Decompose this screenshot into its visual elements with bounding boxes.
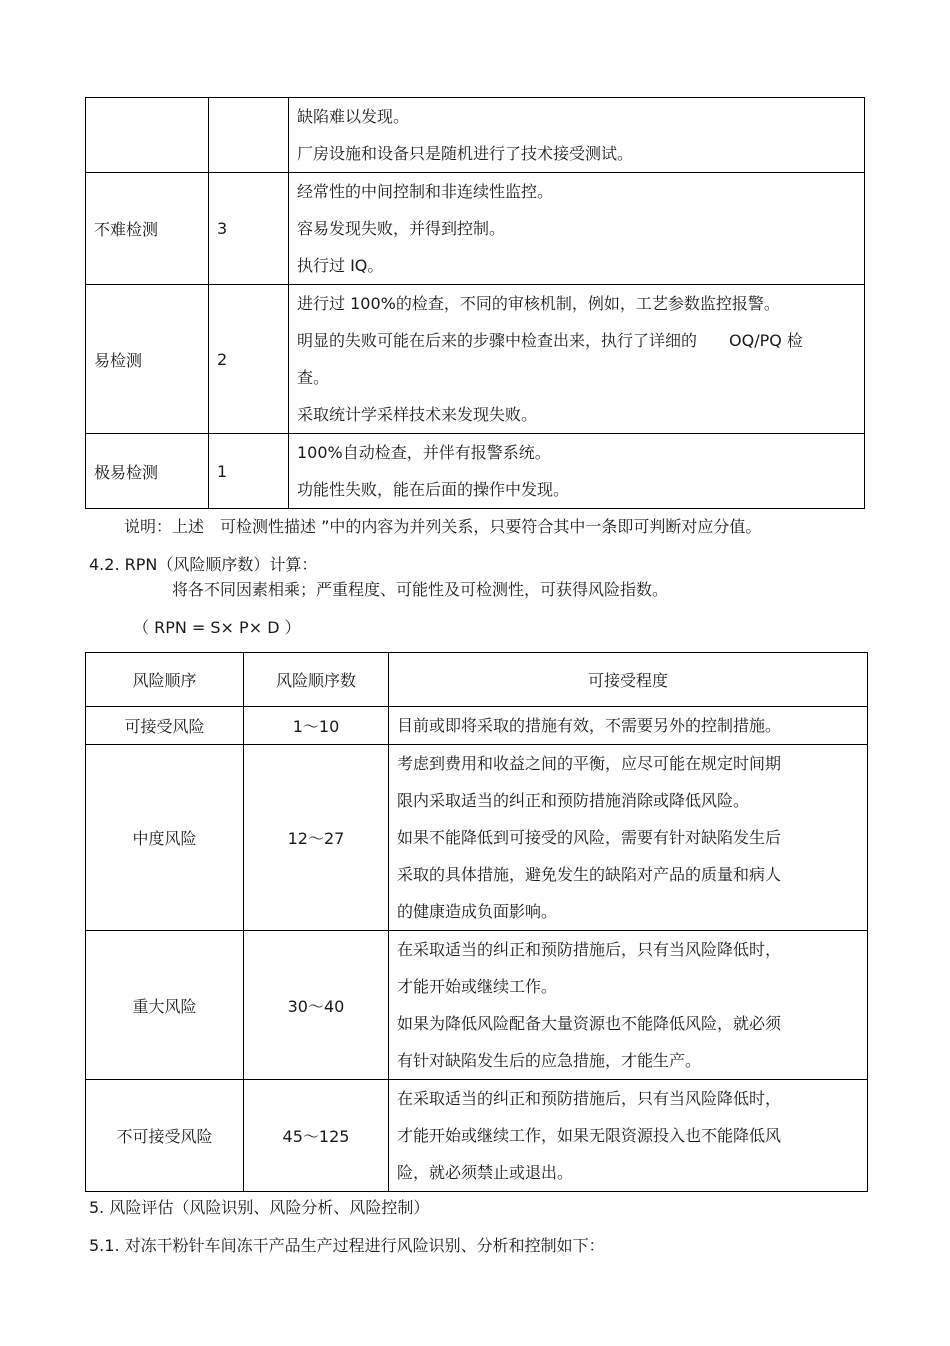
table-header-row [86, 653, 868, 707]
level-cell: 极易检测 [86, 434, 209, 509]
score-cell [209, 98, 289, 173]
description-line: 采取的具体措施，避免发生的缺陷对产品的质量和病人 [397, 865, 782, 884]
rpn-range-cell: 45～125 [244, 1080, 389, 1192]
description-line: 100%自动检查，并伴有报警系统。 [297, 443, 551, 462]
description-line: 进行过 100%的检查，不同的审核机制，例如，工艺参数监控报警。 [297, 294, 780, 313]
description-line: 如果为降低风险配备大量资源也不能降低风险，就必须 [397, 1014, 782, 1033]
description-line: 如果不能降低到可接受的风险，需要有针对缺陷发生后 [397, 828, 782, 847]
acceptability-cell [389, 745, 868, 931]
detectability-table [85, 97, 865, 509]
description-line: 才能开始或继续工作。 [397, 977, 558, 996]
rpn-range-cell: 1～10 [244, 707, 389, 745]
description-line: 有针对缺陷发生后的应急措施，才能生产。 [397, 1051, 702, 1070]
level-cell: 不难检测 [86, 173, 209, 285]
description-line: 厂房设施和设备只是随机进行了技术接受测试。 [297, 144, 634, 163]
table-row [86, 434, 865, 509]
description-line: 险，就必须禁止或退出。 [397, 1163, 574, 1182]
description-line: 查。 [297, 368, 330, 387]
table-row [86, 98, 865, 173]
column-header: 风险顺序数 [244, 653, 389, 707]
note-text: 说明：上述 可检测性描述 ”中的内容为并列关系，只要符合其中一条即可判断对应分值。 [124, 517, 762, 536]
risk-level-cell: 重大风险 [86, 931, 244, 1080]
rpn-range-cell: 12～27 [244, 745, 389, 931]
description-cell [289, 285, 865, 434]
description-cell [289, 98, 865, 173]
score-cell: 1 [209, 434, 289, 509]
table-row [86, 707, 868, 745]
risk-level-cell: 不可接受风险 [86, 1080, 244, 1192]
section-5-1-text: 5.1. 对冻干粉针车间冻干产品生产过程进行风险识别、分析和控制如下： [89, 1236, 605, 1255]
description-line: 的健康造成负面影响。 [397, 902, 558, 921]
section-4-2-heading: 4.2. RPN（风险顺序数）计算： [89, 555, 318, 574]
description-line: 限内采取适当的纠正和预防措施消除或降低风险。 [397, 791, 750, 810]
description-line: 在采取适当的纠正和预防措施后，只有当风险降低时， [397, 1089, 782, 1108]
description-line: 才能开始或继续工作，如果无限资源投入也不能降低风 [397, 1126, 782, 1145]
table-row [86, 1080, 868, 1192]
column-header: 可接受程度 [389, 653, 868, 707]
description-line: 经常性的中间控制和非连续性监控。 [297, 182, 554, 201]
description-line: 执行过 IQ。 [297, 256, 384, 275]
description-line: 目前或即将采取的措施有效，不需要另外的控制措施。 [397, 716, 782, 735]
risk-level-cell: 可接受风险 [86, 707, 244, 745]
acceptability-cell [389, 931, 868, 1080]
level-cell [86, 98, 209, 173]
column-header: 风险顺序 [86, 653, 244, 707]
description-line: 功能性失败，能在后面的操作中发现。 [297, 480, 570, 499]
rpn-range-cell: 30～40 [244, 931, 389, 1080]
table-row [86, 931, 868, 1080]
description-cell [289, 173, 865, 285]
rpn-table [85, 652, 868, 1192]
rpn-formula: （ RPN = S× P× D ） [133, 618, 301, 637]
section-5-heading: 5. 风险评估（风险识别、风险分析、风险控制） [89, 1198, 430, 1217]
score-cell: 3 [209, 173, 289, 285]
acceptability-cell [389, 1080, 868, 1192]
description-cell [289, 434, 865, 509]
description-line: 在采取适当的纠正和预防措施后，只有当风险降低时， [397, 940, 782, 959]
description-line: 采取统计学采样技术来发现失败。 [297, 405, 538, 424]
description-line: 明显的失败可能在后来的步骤中检查出来，执行了详细的 OQ/PQ 检 [297, 331, 803, 350]
section-4-2-text: 将各不同因素相乘；严重程度、可能性及可检测性，可获得风险指数。 [172, 580, 669, 599]
score-cell: 2 [209, 285, 289, 434]
risk-level-cell: 中度风险 [86, 745, 244, 931]
table-row [86, 285, 865, 434]
description-line: 缺陷难以发现。 [297, 107, 410, 126]
level-cell: 易检测 [86, 285, 209, 434]
table-row [86, 173, 865, 285]
table-row [86, 745, 868, 931]
acceptability-cell [389, 707, 868, 745]
description-line: 考虑到费用和收益之间的平衡，应尽可能在规定时间期 [397, 754, 782, 773]
description-line: 容易发现失败，并得到控制。 [297, 219, 506, 238]
